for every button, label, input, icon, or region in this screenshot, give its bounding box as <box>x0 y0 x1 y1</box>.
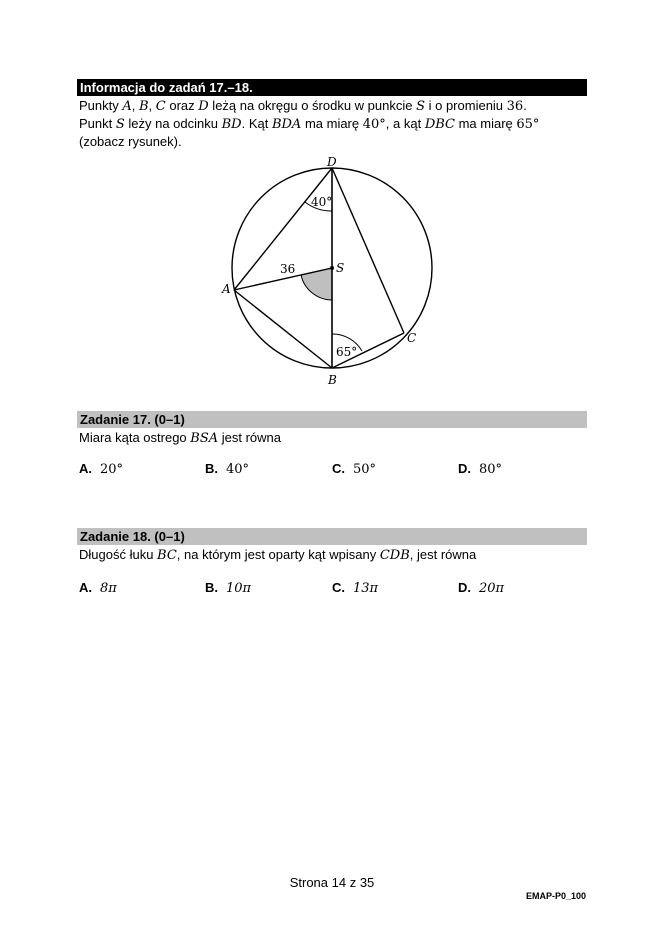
label-s: S <box>336 261 345 275</box>
info-header: Informacja do zadań 17.–18. <box>77 79 587 96</box>
angle-bsa-shade <box>301 268 332 300</box>
segment-ab <box>234 290 332 368</box>
exam-code: EMAP-P0_100 <box>525 891 586 901</box>
label-b: B <box>328 373 337 387</box>
angle-b-label: 65° <box>336 345 358 359</box>
task17-option-d[interactable]: D. 80° <box>458 461 503 477</box>
task17-header: Zadanie 17. (0–1) <box>77 411 587 428</box>
center-point <box>330 266 334 270</box>
label-d: D <box>327 155 337 169</box>
task17-option-a[interactable]: A. 20° <box>79 461 124 477</box>
task17-option-c[interactable]: C. 50° <box>332 461 377 477</box>
info-line-1: Punkty A, B, C oraz D leżą na okręgu o środku w punkcie S i o promieniu 36. <box>79 98 527 114</box>
task18-option-d[interactable]: D. 20π <box>458 580 505 596</box>
task18-option-b[interactable]: B. 10π <box>205 580 252 596</box>
radius-label: 36 <box>280 262 296 276</box>
page-number: Strona 14 z 35 <box>289 875 375 890</box>
info-line-3: (zobacz rysunek). <box>79 134 182 149</box>
label-c: C <box>407 331 417 345</box>
task18-option-a[interactable]: A. 8π <box>79 580 117 596</box>
label-a: A <box>222 282 231 296</box>
segment-dc <box>332 168 404 333</box>
info-line-2: Punkt S leży na odcinku BD. Kąt BDA ma miarę 40°, a kąt DBC ma miarę 65° <box>79 116 540 132</box>
task17-option-b[interactable]: B. 40° <box>205 461 250 477</box>
task18-header: Zadanie 18. (0–1) <box>77 528 587 545</box>
task17-question: Miara kąta ostrego BSA jest równa <box>79 430 282 446</box>
angle-d-label: 40° <box>311 195 333 209</box>
task18-option-c[interactable]: C. 13π <box>332 580 379 596</box>
task18-question: Długość łuku BC, na którym jest oparty kąt wpisany CDB, jest równa <box>79 547 477 563</box>
